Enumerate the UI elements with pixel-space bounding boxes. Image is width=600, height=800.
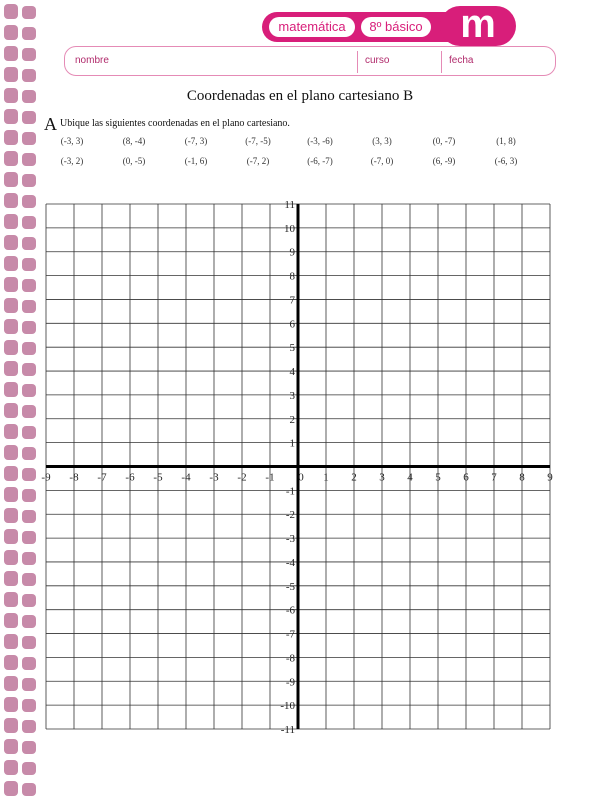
y-tick-label: 9 xyxy=(289,246,295,259)
x-tick-label: -3 xyxy=(209,471,219,484)
coordinate-pair: (1, 8) xyxy=(496,136,516,146)
y-tick-label: -3 xyxy=(285,533,295,546)
coordinate-pair: (-3, 2) xyxy=(60,156,84,166)
coordinate-pair: (6, -9) xyxy=(432,156,456,166)
x-tick-label: -9 xyxy=(41,471,51,484)
y-tick-label: 1 xyxy=(289,437,295,450)
y-tick-label: -4 xyxy=(285,556,295,569)
x-tick-label: -7 xyxy=(97,471,107,484)
x-tick-label: 0 xyxy=(298,471,304,484)
y-tick-label: 2 xyxy=(289,413,295,426)
course-label: curso xyxy=(365,55,390,66)
y-tick-label: -6 xyxy=(285,604,295,617)
x-tick-label: 6 xyxy=(463,471,469,484)
y-tick-label: -7 xyxy=(285,628,295,641)
section-letter: A xyxy=(44,114,57,134)
page-title: Coordenadas en el plano cartesiano B xyxy=(186,88,414,104)
x-tick-label: -8 xyxy=(69,471,79,484)
x-tick-label: 8 xyxy=(519,471,525,484)
coordinate-pair: (-6, -7) xyxy=(307,156,333,166)
y-tick-label: -2 xyxy=(285,509,295,522)
y-tick-label: 3 xyxy=(289,389,295,402)
coordinate-pair: (-1, 6) xyxy=(184,156,208,166)
level-label: 8º básico xyxy=(361,17,431,37)
coordinate-pair: (-3, -6) xyxy=(307,136,333,146)
x-tick-label: -5 xyxy=(153,471,163,484)
y-tick-label: -10 xyxy=(280,700,295,713)
y-tick-label: 11 xyxy=(284,199,295,211)
y-tick-label: 7 xyxy=(289,294,295,307)
y-tick-label: -9 xyxy=(285,676,295,689)
name-label: nombre xyxy=(75,55,109,66)
y-tick-label: 4 xyxy=(289,366,295,379)
y-tick-label: -11 xyxy=(280,724,295,736)
x-tick-label: 9 xyxy=(547,471,553,484)
coordinate-pair: (-6, 3) xyxy=(494,156,518,166)
x-tick-label: -1 xyxy=(265,471,275,484)
y-tick-label: 8 xyxy=(289,270,295,283)
coordinate-pair: (8, -4) xyxy=(122,136,146,146)
coordinate-pair: (-7, -5) xyxy=(245,136,271,146)
y-tick-label: 10 xyxy=(284,222,295,235)
subject-label: matemática xyxy=(269,17,355,37)
coordinate-pair: (3, 3) xyxy=(372,136,392,146)
x-tick-label: 4 xyxy=(407,471,413,484)
y-tick-label: 6 xyxy=(289,318,295,331)
coordinate-pair: (-7, 3) xyxy=(184,136,208,146)
coordinate-pair: (-3, 3) xyxy=(60,136,84,146)
x-tick-label: -6 xyxy=(125,471,135,484)
x-tick-label: 1 xyxy=(323,471,329,484)
x-tick-label: 3 xyxy=(379,471,385,484)
x-tick-label: -4 xyxy=(181,471,191,484)
coordinate-pair: (-7, 2) xyxy=(246,156,270,166)
y-tick-label: -8 xyxy=(285,652,295,665)
instruction-text: Ubique las siguientes coordenadas en el plano cartesiano. xyxy=(60,118,290,129)
y-tick-label: 5 xyxy=(289,342,295,355)
y-tick-label: -5 xyxy=(285,580,295,593)
coordinate-pair: (0, -5) xyxy=(122,156,146,166)
x-tick-label: 2 xyxy=(351,471,357,484)
logo: m xyxy=(440,6,516,46)
coordinate-pair: (-7, 0) xyxy=(370,156,394,166)
x-tick-label: 7 xyxy=(491,471,497,484)
x-tick-label: -2 xyxy=(237,471,247,484)
coordinate-pair: (0, -7) xyxy=(432,136,456,146)
x-tick-label: 5 xyxy=(435,471,441,484)
y-tick-label: -1 xyxy=(285,485,295,498)
date-label: fecha xyxy=(449,55,474,66)
